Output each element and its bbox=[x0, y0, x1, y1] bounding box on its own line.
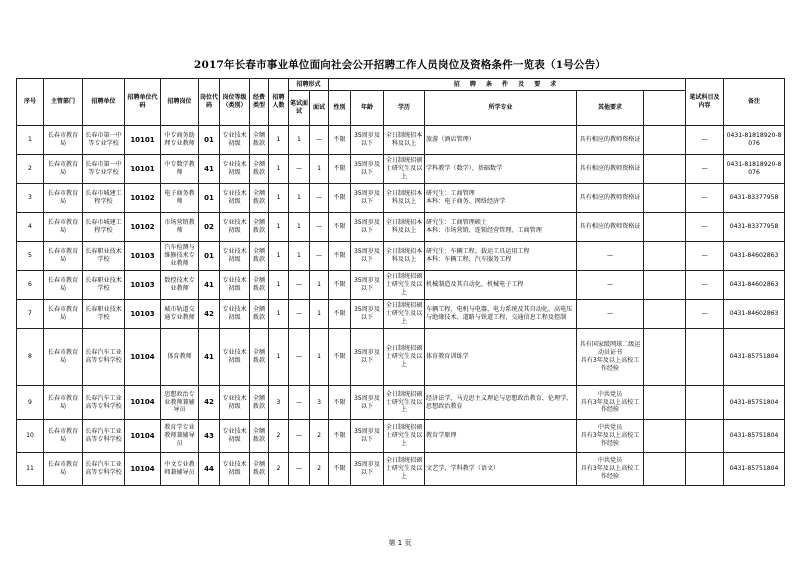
cell-job-code: 42 bbox=[199, 386, 220, 420]
cell-job: 数控技术专业教师 bbox=[161, 271, 199, 300]
cell-job-code: 01 bbox=[199, 126, 220, 155]
cell-seq: 2 bbox=[17, 155, 44, 184]
cell-other: 具有国家级网球二级运动员证书 具有3年及以上高校工作经验 bbox=[577, 329, 644, 386]
cell-interview: — bbox=[310, 242, 329, 271]
cell-seq: 11 bbox=[17, 453, 44, 486]
cell-job-code: 44 bbox=[199, 453, 220, 486]
cell-job-code: 41 bbox=[199, 155, 220, 184]
cell-dept: 长春市教育局 bbox=[44, 420, 83, 453]
cell-age: 35周岁及以下 bbox=[351, 271, 384, 300]
cell-interview: 1 bbox=[310, 155, 329, 184]
cell-dept: 长春市教育局 bbox=[44, 386, 83, 420]
cell-remarks: — bbox=[686, 213, 724, 242]
cell-seq: 5 bbox=[17, 242, 44, 271]
header-form: 招聘形式 bbox=[289, 79, 329, 91]
cell-remarks bbox=[686, 420, 724, 453]
cell-phone: 0431-81818920-8076 bbox=[724, 155, 785, 184]
cell-written: — bbox=[289, 300, 310, 329]
cell-job-type: 专业技术初级 bbox=[220, 242, 250, 271]
cell-major: 车辆工程、电机与电器、电力系统及其自动化、高电压与绝缘技术、道路与铁道工程、交通信息工程及控制 bbox=[425, 300, 577, 329]
cell-interview: 1 bbox=[310, 271, 329, 300]
cell-other: — bbox=[577, 300, 644, 329]
cell-exam-subject bbox=[644, 213, 686, 242]
cell-other: 具有相应的教师资格证 bbox=[577, 213, 644, 242]
cell-dept: 长春市教育局 bbox=[44, 453, 83, 486]
cell-job: 电子商务教师 bbox=[161, 184, 199, 213]
cell-other: 中共党员 具有3年及以上高校工作经验 bbox=[577, 453, 644, 486]
cell-education: 全日制统招硕士研究生及以上 bbox=[384, 453, 425, 486]
cell-dept: 长春市教育局 bbox=[44, 300, 83, 329]
cell-major: 经济法学、马克思主义理论与思想政治教育、伦理学、思想政治教育 bbox=[425, 386, 577, 420]
cell-gender: 不限 bbox=[329, 213, 351, 242]
cell-job-type: 专业技术初级 bbox=[220, 300, 250, 329]
header-education: 学历 bbox=[384, 91, 425, 126]
header-interview: 面试 bbox=[310, 91, 329, 126]
cell-job-type: 专业技术初级 bbox=[220, 386, 250, 420]
header-job-code: 岗位代码 bbox=[199, 79, 220, 126]
cell-gender: 不限 bbox=[329, 420, 351, 453]
cell-age: 35周岁及以下 bbox=[351, 126, 384, 155]
cell-job-type: 专业技术初级 bbox=[220, 184, 250, 213]
cell-job-type: 专业技术初级 bbox=[220, 453, 250, 486]
table-row bbox=[17, 155, 785, 184]
cell-unit-code: 10103 bbox=[125, 271, 161, 300]
cell-gender: 不限 bbox=[329, 271, 351, 300]
cell-job-code: 41 bbox=[199, 271, 220, 300]
table-row bbox=[17, 453, 785, 486]
cell-unit-code: 10102 bbox=[125, 184, 161, 213]
cell-age: 35周岁及以下 bbox=[351, 300, 384, 329]
cell-job: 体育教师 bbox=[161, 329, 199, 386]
cell-exam-subject bbox=[644, 184, 686, 213]
cell-job: 中专商务助理专业教师 bbox=[161, 126, 199, 155]
cell-remarks: — bbox=[686, 242, 724, 271]
header-other: 其他要求 bbox=[577, 91, 644, 126]
cell-remarks: — bbox=[686, 155, 724, 184]
cell-written: 1 bbox=[289, 242, 310, 271]
cell-unit: 长春汽车工业高等专科学校 bbox=[83, 329, 125, 386]
cell-dept: 长春市教育局 bbox=[44, 213, 83, 242]
cell-exam-subject bbox=[644, 329, 686, 386]
cell-major: 研究生：工商管理硕士 本科：市场营销、连锁经营管理、工商管理 bbox=[425, 213, 577, 242]
cell-dept: 长春市教育局 bbox=[44, 329, 83, 386]
cell-count: 1 bbox=[269, 126, 289, 155]
header-written: 笔试面试 bbox=[289, 91, 310, 126]
cell-education: 全日制统招本科及以上 bbox=[384, 213, 425, 242]
cell-gender: 不限 bbox=[329, 329, 351, 386]
cell-interview: — bbox=[310, 184, 329, 213]
cell-gender: 不限 bbox=[329, 386, 351, 420]
cell-written: 1 bbox=[289, 213, 310, 242]
cell-education: 全日制统招硕士研究生及以上 bbox=[384, 271, 425, 300]
cell-age: 35周岁及以下 bbox=[351, 242, 384, 271]
cell-unit: 长春职业技术学校 bbox=[83, 271, 125, 300]
cell-unit: 长春市城建工程学校 bbox=[83, 213, 125, 242]
cell-phone: 0431-84602863 bbox=[724, 300, 785, 329]
cell-other: 具有相应的教师资格证 bbox=[577, 184, 644, 213]
cell-job-type: 专业技术初级 bbox=[220, 155, 250, 184]
cell-funding: 全额拨款 bbox=[250, 213, 269, 242]
table-body bbox=[17, 126, 785, 486]
cell-unit-code: 10103 bbox=[125, 242, 161, 271]
cell-job-code: 41 bbox=[199, 329, 220, 386]
cell-unit: 长春市第一中等专业学校 bbox=[83, 155, 125, 184]
cell-phone: 0431-83377958 bbox=[724, 184, 785, 213]
header-job: 招聘岗位 bbox=[161, 79, 199, 126]
cell-major: 机械制造及其自动化、机械电子工程 bbox=[425, 271, 577, 300]
cell-exam-subject bbox=[644, 386, 686, 420]
cell-job-code: 01 bbox=[199, 184, 220, 213]
cell-funding: 全额拨款 bbox=[250, 155, 269, 184]
cell-phone: 0431-84602863 bbox=[724, 242, 785, 271]
cell-remarks: — bbox=[686, 184, 724, 213]
cell-written: — bbox=[289, 453, 310, 486]
cell-major: 体育教育训练学 bbox=[425, 329, 577, 386]
cell-phone: 0431-85751804 bbox=[724, 453, 785, 486]
cell-unit: 长春职业技术学校 bbox=[83, 242, 125, 271]
cell-interview: 2 bbox=[310, 420, 329, 453]
cell-unit-code: 10101 bbox=[125, 126, 161, 155]
cell-interview: — bbox=[310, 126, 329, 155]
cell-major: 教育学原理 bbox=[425, 420, 577, 453]
table-row bbox=[17, 300, 785, 329]
header-gender: 性别 bbox=[329, 91, 351, 126]
cell-remarks bbox=[686, 386, 724, 420]
cell-age: 35周岁及以下 bbox=[351, 213, 384, 242]
header-job-type: 岗位等级（类别） bbox=[220, 79, 250, 126]
cell-major: 文艺学、学科教学（语文） bbox=[425, 453, 577, 486]
cell-remarks bbox=[686, 329, 724, 386]
cell-unit: 长春汽车工业高等专科学校 bbox=[83, 420, 125, 453]
cell-funding: 全额拨款 bbox=[250, 271, 269, 300]
cell-remarks bbox=[686, 453, 724, 486]
cell-count: 1 bbox=[269, 155, 289, 184]
cell-education: 全日制统招本科及以上 bbox=[384, 126, 425, 155]
cell-major: 旅游（酒店管理） bbox=[425, 126, 577, 155]
cell-education: 全日制统招硕士研究生及以上 bbox=[384, 155, 425, 184]
table-row bbox=[17, 271, 785, 300]
cell-job: 市场营销教师 bbox=[161, 213, 199, 242]
table-row bbox=[17, 184, 785, 213]
cell-seq: 4 bbox=[17, 213, 44, 242]
cell-written: 1 bbox=[289, 184, 310, 213]
cell-education: 全日制统招硕士研究生及以上 bbox=[384, 329, 425, 386]
cell-interview: 1 bbox=[310, 300, 329, 329]
cell-dept: 长春市教育局 bbox=[44, 155, 83, 184]
cell-job: 汽车检测与维修技术专业教师 bbox=[161, 242, 199, 271]
cell-remarks: — bbox=[686, 271, 724, 300]
cell-dept: 长春市教育局 bbox=[44, 242, 83, 271]
cell-phone: 0431-81818920-8076 bbox=[724, 126, 785, 155]
cell-funding: 全额拨款 bbox=[250, 420, 269, 453]
cell-seq: 10 bbox=[17, 420, 44, 453]
header-unit: 招聘单位 bbox=[83, 79, 125, 126]
cell-seq: 8 bbox=[17, 329, 44, 386]
cell-phone: 0431-83377958 bbox=[724, 213, 785, 242]
cell-age: 35周岁及以下 bbox=[351, 420, 384, 453]
cell-count: 1 bbox=[269, 213, 289, 242]
cell-exam-subject bbox=[644, 242, 686, 271]
table-row bbox=[17, 386, 785, 420]
cell-other: 具有相应的教师资格证 bbox=[577, 155, 644, 184]
cell-unit: 长春职业技术学校 bbox=[83, 300, 125, 329]
cell-funding: 全额拨款 bbox=[250, 329, 269, 386]
cell-count: 1 bbox=[269, 242, 289, 271]
cell-major: 研究生：工商管理 本科：电子商务、网络经济学 bbox=[425, 184, 577, 213]
cell-funding: 全额拨款 bbox=[250, 242, 269, 271]
cell-count: 3 bbox=[269, 386, 289, 420]
cell-seq: 9 bbox=[17, 386, 44, 420]
cell-unit-code: 10104 bbox=[125, 329, 161, 386]
cell-unit: 长春汽车工业高等专科学校 bbox=[83, 386, 125, 420]
table-row bbox=[17, 242, 785, 271]
cell-count: 1 bbox=[269, 300, 289, 329]
cell-interview: 3 bbox=[310, 386, 329, 420]
cell-gender: 不限 bbox=[329, 242, 351, 271]
cell-count: 1 bbox=[269, 271, 289, 300]
cell-gender: 不限 bbox=[329, 453, 351, 486]
cell-job-code: 42 bbox=[199, 300, 220, 329]
cell-education: 全日制统招硕士研究生及以上 bbox=[384, 300, 425, 329]
cell-count: 2 bbox=[269, 453, 289, 486]
table-row bbox=[17, 420, 785, 453]
cell-dept: 长春市教育局 bbox=[44, 271, 83, 300]
cell-major: 研究生：车辆工程、载运工具运用工程 本科：车辆工程、汽车服务工程 bbox=[425, 242, 577, 271]
page-footer: 第 1 页 bbox=[388, 539, 412, 547]
cell-written: — bbox=[289, 271, 310, 300]
cell-unit-code: 10103 bbox=[125, 300, 161, 329]
header-requirements: 招 聘 条 件 及 要 求 bbox=[329, 79, 686, 91]
cell-seq: 3 bbox=[17, 184, 44, 213]
cell-unit-code: 10104 bbox=[125, 386, 161, 420]
cell-dept: 长春市教育局 bbox=[44, 184, 83, 213]
cell-seq: 1 bbox=[17, 126, 44, 155]
cell-written: — bbox=[289, 155, 310, 184]
cell-unit: 长春市第一中等专业学校 bbox=[83, 126, 125, 155]
cell-seq: 6 bbox=[17, 271, 44, 300]
cell-job-type: 专业技术初级 bbox=[220, 271, 250, 300]
cell-other: 中共党员 具有3年及以上高校工作经验 bbox=[577, 420, 644, 453]
cell-exam-subject bbox=[644, 126, 686, 155]
header-exam-subject: 笔试科目及内容 bbox=[686, 79, 724, 126]
cell-written: — bbox=[289, 420, 310, 453]
cell-exam-subject bbox=[644, 300, 686, 329]
cell-exam-subject bbox=[644, 271, 686, 300]
cell-interview: 2 bbox=[310, 453, 329, 486]
cell-age: 35周岁及以下 bbox=[351, 329, 384, 386]
cell-age: 35周岁及以下 bbox=[351, 386, 384, 420]
header-dept: 主管部门 bbox=[44, 79, 83, 126]
cell-count: 1 bbox=[269, 329, 289, 386]
cell-phone: 0431-85751804 bbox=[724, 386, 785, 420]
table-row bbox=[17, 213, 785, 242]
cell-unit-code: 10104 bbox=[125, 453, 161, 486]
cell-written: — bbox=[289, 386, 310, 420]
header-funding: 经费类型 bbox=[250, 79, 269, 126]
cell-seq: 7 bbox=[17, 300, 44, 329]
cell-major: 学科教学（数学）、基础数学 bbox=[425, 155, 577, 184]
cell-unit-code: 10101 bbox=[125, 155, 161, 184]
cell-dept: 长春市教育局 bbox=[44, 126, 83, 155]
cell-other: — bbox=[577, 242, 644, 271]
cell-gender: 不限 bbox=[329, 300, 351, 329]
header-major: 所学专业 bbox=[425, 91, 577, 126]
job-table bbox=[16, 78, 785, 486]
header-count: 招聘人数 bbox=[269, 79, 289, 126]
document-title: 2017年长春市事业单位面向社会公开招聘工作人员岗位及资格条件一览表（1号公告） bbox=[193, 59, 607, 71]
cell-job: 中专数学教师 bbox=[161, 155, 199, 184]
cell-job: 教育学专业教师兼辅导员 bbox=[161, 420, 199, 453]
cell-other: 具有相应的教师资格证 bbox=[577, 126, 644, 155]
header-unit-code: 招聘单位代码 bbox=[125, 79, 161, 126]
cell-job-type: 专业技术初级 bbox=[220, 213, 250, 242]
cell-unit-code: 10104 bbox=[125, 420, 161, 453]
cell-exam-subject bbox=[644, 453, 686, 486]
header-remarks: 备注 bbox=[724, 79, 785, 126]
cell-education: 全日制统招硕士研究生及以上 bbox=[384, 420, 425, 453]
cell-job-code: 43 bbox=[199, 420, 220, 453]
cell-funding: 全额拨款 bbox=[250, 386, 269, 420]
cell-job-type: 专业技术初级 bbox=[220, 126, 250, 155]
cell-job-type: 专业技术初级 bbox=[220, 420, 250, 453]
cell-phone: 0431-85751804 bbox=[724, 329, 785, 386]
cell-other: 中共党员 具有3年及以上高校工作经验 bbox=[577, 386, 644, 420]
cell-gender: 不限 bbox=[329, 126, 351, 155]
cell-education: 全日制统招本科及以上 bbox=[384, 242, 425, 271]
cell-unit: 长春汽车工业高等专科学校 bbox=[83, 453, 125, 486]
cell-remarks: — bbox=[686, 126, 724, 155]
cell-interview: 1 bbox=[310, 329, 329, 386]
cell-interview: — bbox=[310, 213, 329, 242]
cell-count: 1 bbox=[269, 184, 289, 213]
cell-age: 35周岁及以下 bbox=[351, 184, 384, 213]
cell-age: 35周岁及以下 bbox=[351, 155, 384, 184]
cell-job-code: 01 bbox=[199, 242, 220, 271]
table-row bbox=[17, 126, 785, 155]
cell-funding: 全额拨款 bbox=[250, 300, 269, 329]
cell-job-code: 02 bbox=[199, 213, 220, 242]
cell-gender: 不限 bbox=[329, 155, 351, 184]
header-seq: 序号 bbox=[17, 79, 44, 126]
cell-job: 城市轨道交通专业教师 bbox=[161, 300, 199, 329]
cell-exam-subject bbox=[644, 155, 686, 184]
cell-exam-subject bbox=[644, 420, 686, 453]
cell-written: — bbox=[289, 329, 310, 386]
cell-job: 思想政治专业教师兼辅导员 bbox=[161, 386, 199, 420]
cell-education: 全日制统招硕士研究生及以上 bbox=[384, 386, 425, 420]
cell-funding: 全额拨款 bbox=[250, 453, 269, 486]
cell-gender: 不限 bbox=[329, 184, 351, 213]
cell-job: 中文专业教师兼辅导员 bbox=[161, 453, 199, 486]
cell-unit-code: 10102 bbox=[125, 213, 161, 242]
cell-age: 35周岁及以下 bbox=[351, 453, 384, 486]
cell-funding: 全额拨款 bbox=[250, 126, 269, 155]
cell-written: 1 bbox=[289, 126, 310, 155]
header-age: 年龄 bbox=[351, 91, 384, 126]
cell-education: 全日制统招本科及以上 bbox=[384, 184, 425, 213]
cell-count: 2 bbox=[269, 420, 289, 453]
cell-phone: 0431-84602863 bbox=[724, 271, 785, 300]
cell-other: — bbox=[577, 271, 644, 300]
cell-remarks: — bbox=[686, 300, 724, 329]
cell-unit: 长春市城建工程学校 bbox=[83, 184, 125, 213]
cell-phone: 0431-85751804 bbox=[724, 420, 785, 453]
cell-funding: 全额拨款 bbox=[250, 184, 269, 213]
cell-job-type: 专业技术初级 bbox=[220, 329, 250, 386]
table-row bbox=[17, 329, 785, 386]
